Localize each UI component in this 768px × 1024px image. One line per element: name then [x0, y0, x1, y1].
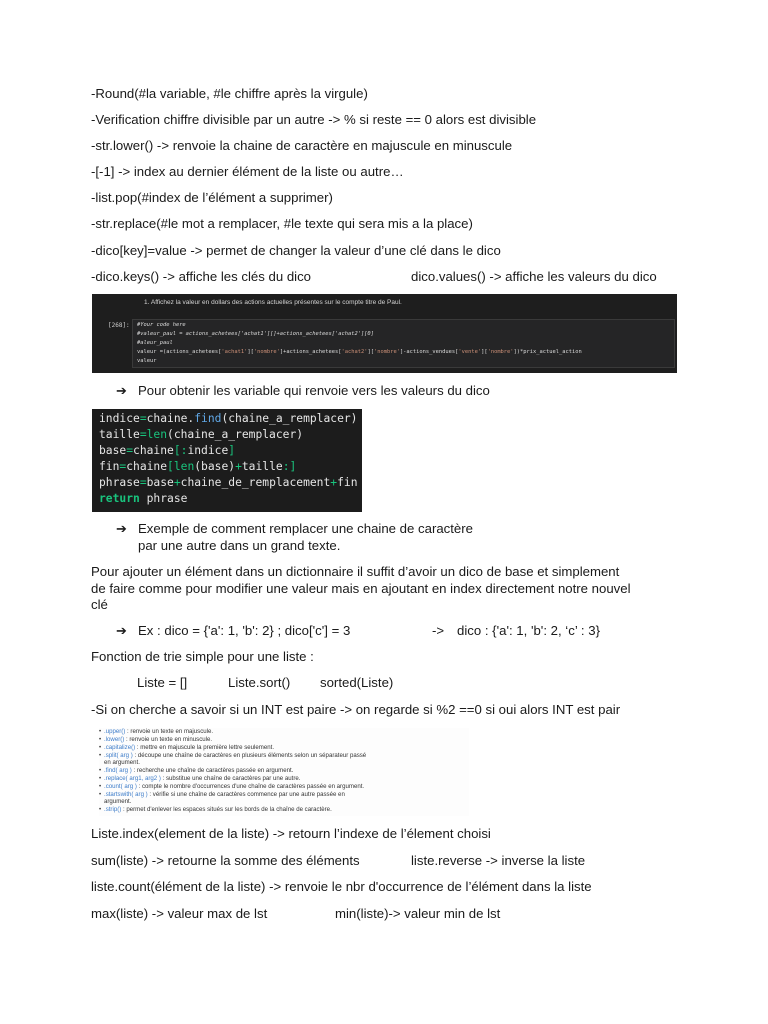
note-divisible: -Verification chiffre divisible par un autre -> % si reste == 0 alors est divisible [91, 112, 537, 127]
note-dico-key: -dico[key]=value -> permet de changer la valeur d’une clé dans le dico [91, 243, 501, 258]
method-line: • .lower() : renvoie un texte en minuscule. [99, 736, 213, 743]
code-cell [132, 319, 675, 368]
code-line: phrase=base+chaine_de_remplacement+fin [99, 476, 358, 489]
paragraph-line: Pour ajouter un élément dans un dictionnaire il suffit d’avoir un dico de base et simplement [91, 564, 620, 579]
example-arrow: -> [432, 623, 445, 638]
note-pop: -list.pop(#index de l’élément a supprimer) [91, 190, 333, 205]
bullet-replace-example-2: par une autre dans un grand texte. [138, 538, 341, 553]
note-min: min(liste)-> valeur min de lst [335, 906, 501, 921]
method-line: • .startswith( arg ) : vérifie si une chaîne de caractères commence par une autre passée en [99, 791, 345, 798]
code-line: fin=chaine[len(base)+taille:] [99, 460, 297, 473]
note-index: Liste.index(element de la liste) -> retourn l’indexe de l’élement choisi [91, 826, 491, 841]
string-methods-screenshot [99, 728, 469, 816]
method-line: • .count( arg ) : compte le nombre d'occurrences d'une chaîne de caractères passée en argument. [99, 783, 365, 790]
sort-heading: Fonction de trie simple pour une liste : [91, 649, 314, 664]
note-last-index: -[-1] -> index au dernier élément de la liste ou autre… [91, 164, 404, 179]
method-line: en argument. [104, 759, 140, 766]
right-arrow-icon: ➔ [116, 623, 127, 638]
note-replace: -str.replace(#le mot a remplacer, #le texte qui sera mis a la place) [91, 216, 473, 231]
bullet-replace-example-1: Exemple de comment remplacer une chaine de caractère [138, 521, 473, 536]
note-sum: sum(liste) -> retourne la somme des éléments [91, 853, 360, 868]
code-screenshot [92, 409, 362, 512]
code-line: return phrase [99, 492, 188, 505]
code-line: indice=chaine.find(chaine_a_remplacer) [99, 412, 358, 425]
bullet-dico-values: Pour obtenir les variable qui renvoie vers les valeurs du dico [138, 383, 490, 398]
code-line: base=chaine[:indice] [99, 444, 236, 457]
paragraph-line: de faire comme pour modifier une valeur mais en ajoutant en index directement notre nouvel [91, 581, 631, 596]
sort-method: Liste.sort() [228, 675, 291, 690]
code-line: #Your code here [137, 322, 186, 328]
example-left: Ex : dico = {'a': 1, 'b': 2} ; dico['c'] = 3 [138, 623, 351, 638]
note-dico-keys: -dico.keys() -> affiche les clés du dico [91, 269, 312, 284]
sort-empty-list: Liste = [] [137, 675, 188, 690]
method-line: • .find( arg ) : recherche une chaîne de caractères passée en argument. [99, 767, 294, 774]
notebook-question: 1. Affichez la valeur en dollars des actions actuelles présentes sur le compte titre de Paul. [144, 299, 402, 306]
method-line: • .capitalize() : mettre en majuscule la première lettre seulement. [99, 744, 275, 751]
notebook-screenshot [92, 294, 677, 373]
note-lower: -str.lower() -> renvoie la chaine de caractère en majuscule en minuscule [91, 138, 513, 153]
method-line: • .split( arg ) : découpe une chaîne de caractères en plusieurs éléments selon un séparateur passé [99, 752, 367, 759]
method-line: • .strip() : permet d'enlever les espaces situés sur les bords de la chaîne de caractère. [99, 806, 332, 813]
cell-prompt: [268]: [108, 322, 130, 329]
paragraph-line: clé [91, 597, 108, 612]
right-arrow-icon: ➔ [116, 383, 127, 398]
code-line: taille=len(chaine_a_remplacer) [99, 428, 304, 441]
method-line: • .upper() : renvoie un texte en majuscule. [99, 728, 214, 735]
note-reverse: liste.reverse -> inverse la liste [411, 853, 586, 868]
method-line: • .replace( arg1, arg2 ) : substitue une chaîne de caractères par une autre. [99, 775, 301, 782]
code-line: #aleur_paul [137, 340, 173, 346]
example-right: dico : {'a': 1, 'b': 2, ‘c’ : 3} [457, 623, 601, 638]
note-dico-values: dico.values() -> affiche les valeurs du dico [411, 269, 657, 284]
note-max: max(liste) -> valeur max de lst [91, 906, 268, 921]
method-line: argument. [104, 798, 132, 805]
code-line: #valeur_paul = actions_achetees['achat1'][]+actions_achetees['achat2'][0] [137, 331, 374, 337]
note-count: liste.count(élément de la liste) -> renvoie le nbr d'occurrence de l’élément dans la liste [91, 879, 592, 894]
note-even-int: -Si on cherche a savoir si un INT est paire -> on regarde si %2 ==0 si oui alors INT est pair [91, 702, 621, 717]
code-line: valeur [137, 358, 157, 364]
right-arrow-icon: ➔ [116, 521, 127, 536]
code-line: valeur =(actions_achetees['achat1']['nombre']+actions_achetees['achat2']['nombre']-actions_vendues['vente']['nombre'])*prix_actuel_action [137, 349, 582, 355]
sorted-function: sorted(Liste) [320, 675, 394, 690]
note-round: -Round(#la variable, #le chiffre après la virgule) [91, 86, 368, 101]
